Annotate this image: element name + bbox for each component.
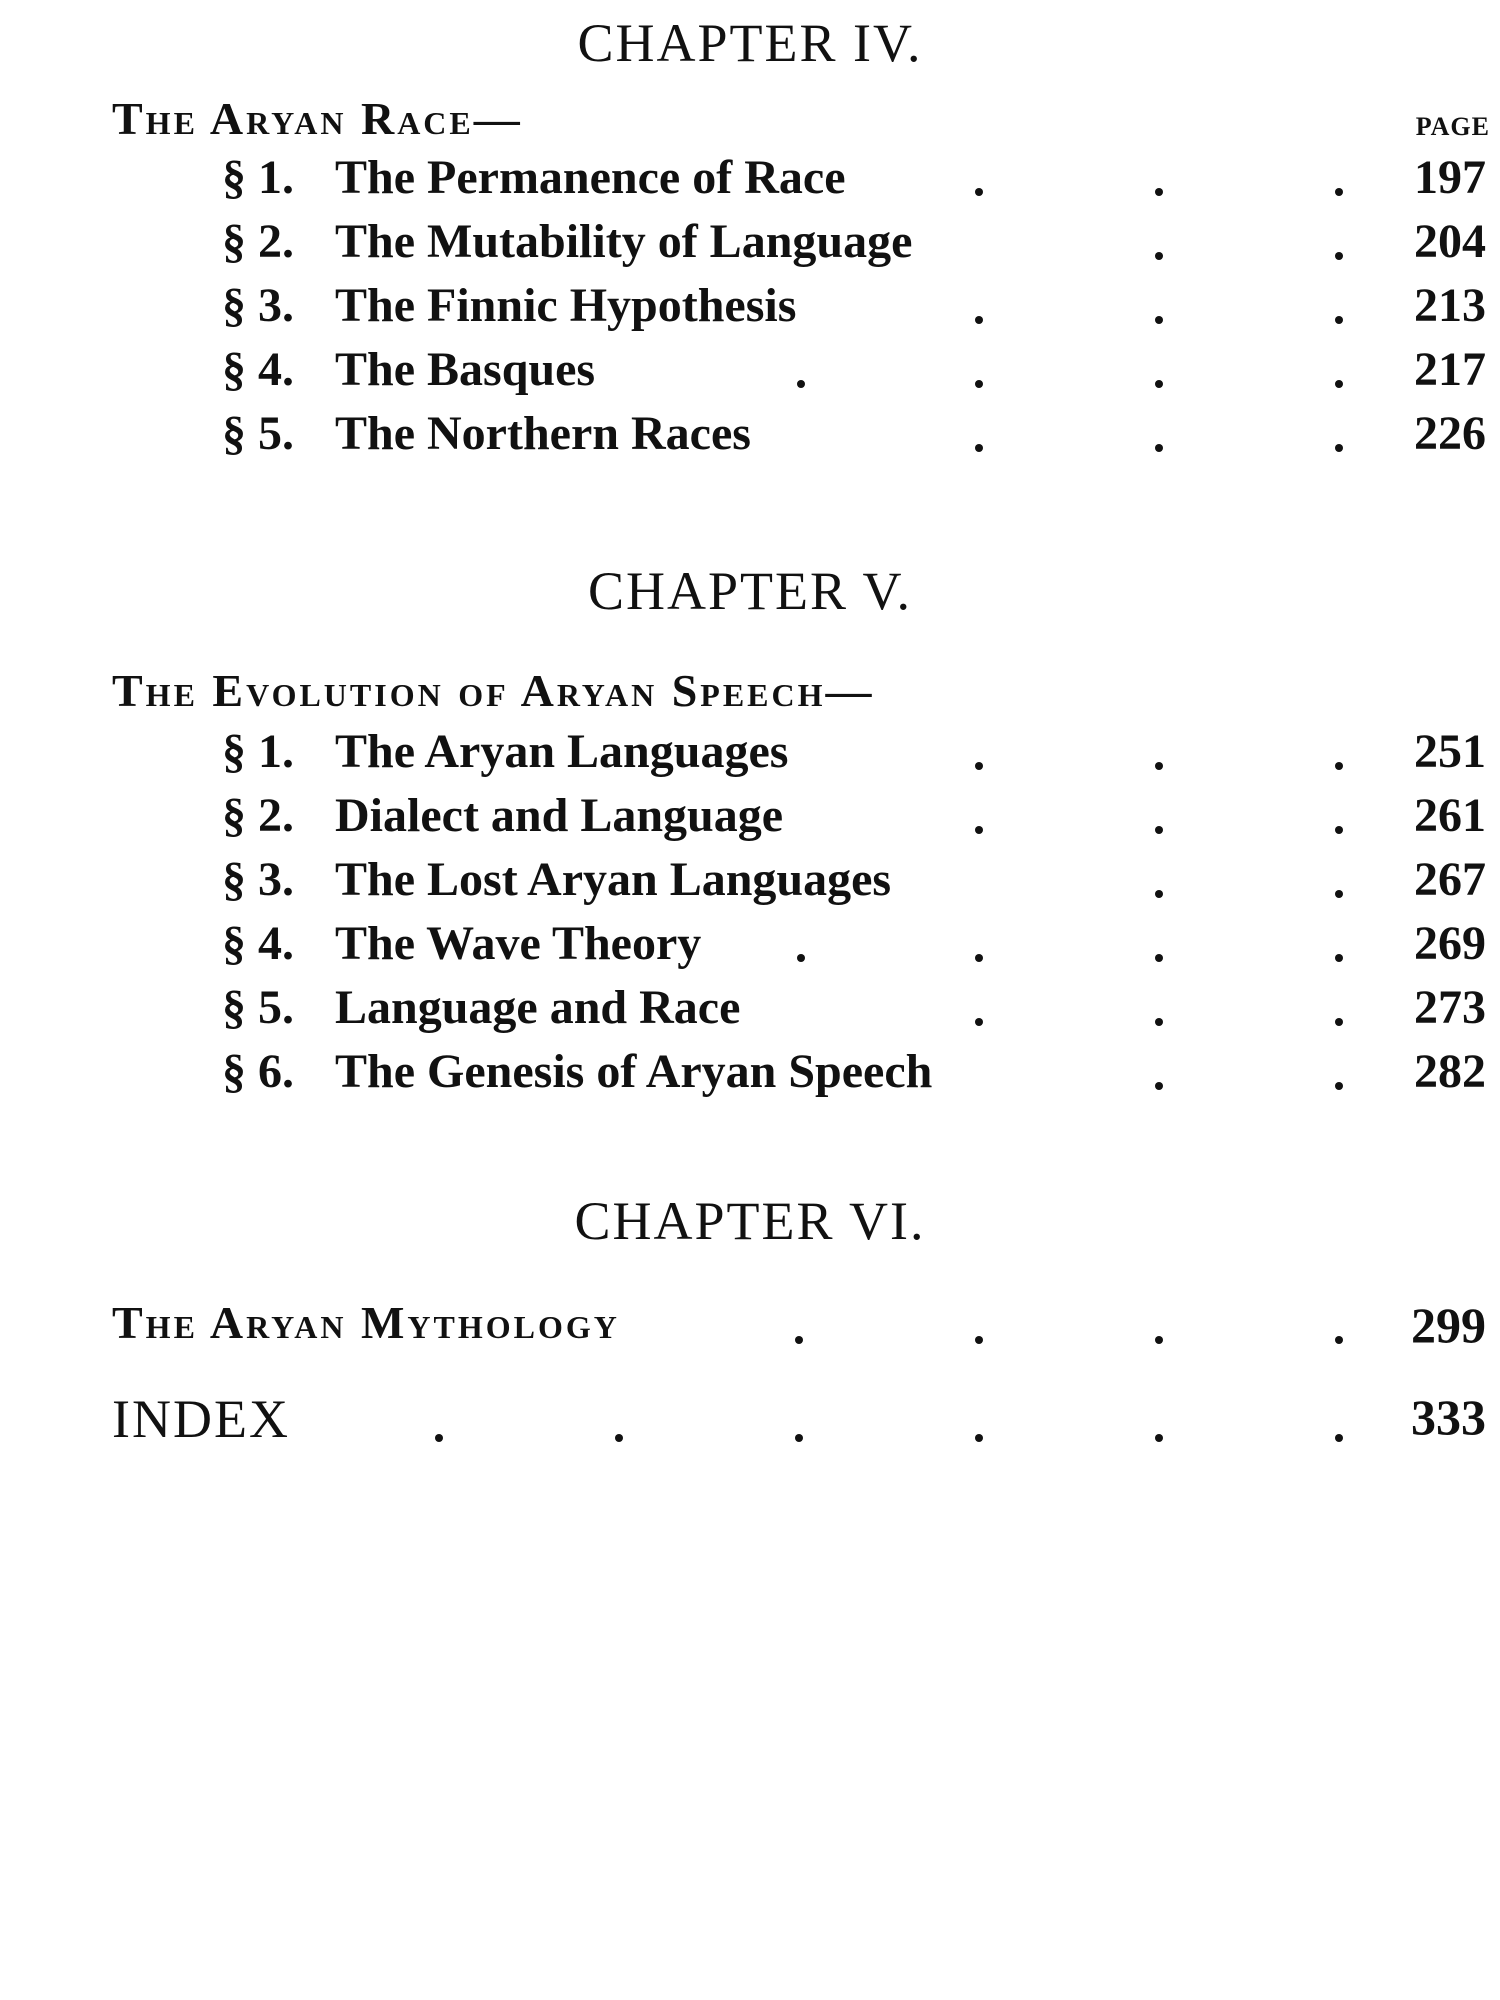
leader-dot xyxy=(1335,762,1343,770)
toc-entry[interactable] xyxy=(0,1044,1500,1104)
section-number: § 3. xyxy=(222,853,294,906)
leader-dot xyxy=(795,1336,803,1344)
leader-dot xyxy=(1335,1018,1343,1026)
section-title: The Wave Theory xyxy=(335,917,702,970)
leader-dot xyxy=(1155,1082,1163,1090)
leader-dot xyxy=(1155,890,1163,898)
page-number: 261 xyxy=(1414,789,1486,842)
section-title: The Northern Races xyxy=(335,407,751,460)
leader-dot xyxy=(975,316,983,324)
leader-dot xyxy=(1335,380,1343,388)
chapter-title: The Aryan Mythology xyxy=(112,1297,620,1348)
section-number: § 2. xyxy=(222,789,294,842)
section-number: § 1. xyxy=(222,151,294,204)
page-number: 282 xyxy=(1414,1045,1486,1098)
section-title: The Finnic Hypothesis xyxy=(335,279,797,332)
toc-entry[interactable] xyxy=(0,980,1500,1040)
leader-dot xyxy=(975,380,983,388)
leader-dot xyxy=(1155,1434,1163,1442)
chapter-heading-iv: CHAPTER IV. xyxy=(577,13,923,73)
toc-entry[interactable] xyxy=(0,214,1500,274)
leader-dot xyxy=(1335,316,1343,324)
page-number: 273 xyxy=(1414,981,1486,1034)
section-number: § 4. xyxy=(222,343,294,396)
section-title: Dialect and Language xyxy=(335,789,784,842)
part-heading-evolution: The Evolution of Aryan Speech— xyxy=(112,665,875,716)
section-title: The Aryan Languages xyxy=(335,725,789,778)
leader-dot xyxy=(975,1336,983,1344)
leader-dot xyxy=(1155,252,1163,260)
chapter-heading-vi: CHAPTER VI. xyxy=(574,1191,926,1251)
leader-dot xyxy=(1335,954,1343,962)
page-column-label: PAGE xyxy=(1415,112,1490,141)
leader-dot xyxy=(1335,1434,1343,1442)
leader-dot xyxy=(1335,444,1343,452)
page-number: 299 xyxy=(1411,1297,1486,1353)
leader-dot xyxy=(1335,826,1343,834)
section-title: The Genesis of Aryan Speech xyxy=(335,1045,933,1098)
toc-entry[interactable] xyxy=(0,150,1500,210)
page-number: 197 xyxy=(1414,151,1486,204)
page-number: 217 xyxy=(1414,343,1486,396)
page-number: 251 xyxy=(1414,725,1486,778)
page-number: 267 xyxy=(1414,853,1486,906)
section-number: § 5. xyxy=(222,981,294,1034)
leader-dot xyxy=(1155,954,1163,962)
leader-dot xyxy=(1155,316,1163,324)
leader-dot xyxy=(1155,1336,1163,1344)
toc-entry[interactable] xyxy=(0,278,1500,338)
toc-entry[interactable] xyxy=(0,342,1500,402)
leader-dot xyxy=(1155,188,1163,196)
leader-dot xyxy=(975,1434,983,1442)
leader-dot xyxy=(1155,826,1163,834)
page-number: 204 xyxy=(1414,215,1486,268)
leader-dot xyxy=(975,444,983,452)
leader-dot xyxy=(615,1434,623,1442)
leader-dot xyxy=(975,954,983,962)
page-number: 213 xyxy=(1414,279,1486,332)
section-title: The Mutability of Language xyxy=(335,215,913,268)
page-number: 226 xyxy=(1414,407,1486,460)
leader-dot xyxy=(1155,762,1163,770)
section-number: § 6. xyxy=(222,1045,294,1098)
section-title: The Basques xyxy=(335,343,596,396)
leader-dot xyxy=(975,826,983,834)
chapter-heading-v: CHAPTER V. xyxy=(587,561,913,621)
part-heading-aryan-race: The Aryan Race— xyxy=(112,93,523,144)
leader-dot xyxy=(1335,188,1343,196)
section-number: § 4. xyxy=(222,917,294,970)
leader-dot xyxy=(1335,252,1343,260)
toc-entry-aryan-mythology[interactable] xyxy=(0,1296,1500,1366)
toc-entry[interactable] xyxy=(0,916,1500,976)
section-number: § 3. xyxy=(222,279,294,332)
leader-dot xyxy=(1335,1082,1343,1090)
page-number: 269 xyxy=(1414,917,1486,970)
toc-entry[interactable] xyxy=(0,788,1500,848)
leader-dot xyxy=(1335,1336,1343,1344)
leader-dot xyxy=(435,1434,443,1442)
leader-dot xyxy=(795,1434,803,1442)
toc-entry[interactable] xyxy=(0,406,1500,466)
section-number: § 1. xyxy=(222,725,294,778)
leader-dot xyxy=(1155,444,1163,452)
leader-dot xyxy=(797,380,805,388)
leader-dot xyxy=(1335,890,1343,898)
leader-dot xyxy=(975,188,983,196)
page-number: 333 xyxy=(1411,1389,1486,1445)
leader-dot xyxy=(975,1018,983,1026)
index-label: INDEX xyxy=(112,1389,290,1449)
section-number: § 5. xyxy=(222,407,294,460)
section-title: The Lost Aryan Languages xyxy=(335,853,892,906)
leader-dot xyxy=(975,762,983,770)
section-title: The Permanence of Race xyxy=(335,151,846,204)
section-title: Language and Race xyxy=(335,981,741,1034)
toc-entry[interactable] xyxy=(0,852,1500,912)
toc-entry[interactable] xyxy=(0,724,1500,784)
section-number: § 2. xyxy=(222,215,294,268)
toc-entry-index[interactable] xyxy=(0,1388,1500,1458)
leader-dot xyxy=(1155,380,1163,388)
leader-dot xyxy=(797,954,805,962)
leader-dot xyxy=(1155,1018,1163,1026)
